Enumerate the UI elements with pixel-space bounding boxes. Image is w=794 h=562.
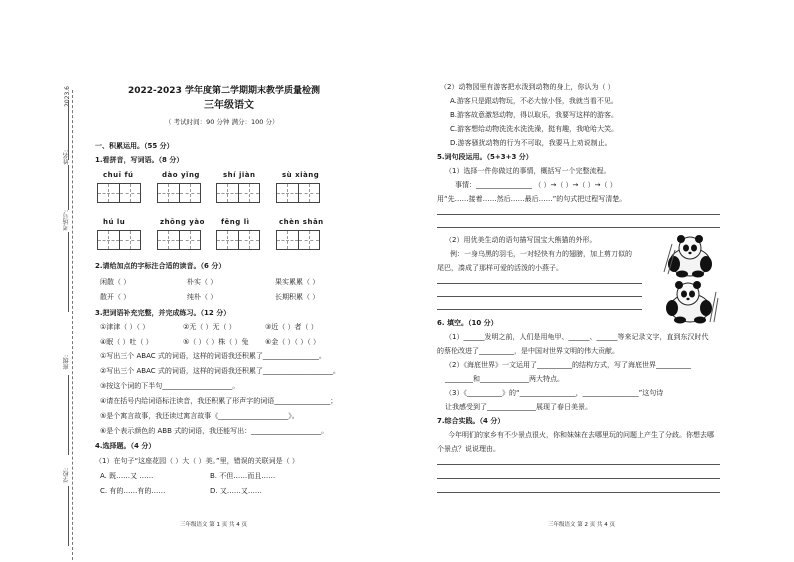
q4-item2-option-c: C.游客想给动物洗洗水洗洗澡，挺有趣，我呛哈大笑。 — [450, 125, 619, 133]
q4-item-2: （2）动物园里有游客把水泼到动物的身上，你认为（ ） — [440, 83, 615, 91]
q6-title: 6. 填空。（10 分） — [437, 319, 498, 327]
q3-item-5: ⑤是个寓言故事，我还读过寓言故事《____________________》。 — [100, 412, 299, 420]
exam-info: （ 考试时间：90 分钟 满分：100 分） — [165, 118, 279, 126]
q3-item-6: ⑥是个表示颜色的 ABB 式的词语，我还能写出：____________________。 — [100, 427, 329, 435]
q5-part-2-example-2: 尾巴，凑成了那样可爱的活泼的小燕子。 — [437, 264, 563, 272]
q4-option-b: B. 不但……而且…… — [210, 472, 276, 480]
pinyin-1: chuī fú — [103, 171, 134, 179]
q2-r1-c2: 朴实（ ） — [187, 278, 218, 286]
side-exam-label: 考场号: — [63, 210, 70, 231]
exam-title: 2022-2023 学年度第二学期期末教学质量检测 — [128, 86, 320, 96]
section1-heading: 一、积累运用。（55 分） — [95, 142, 174, 150]
side-school-rule — [68, 486, 69, 546]
q6-item-3b: 让我感受到了______________展现了春日美景。 — [445, 403, 592, 411]
q4-option-a: A. 既……又 …… — [100, 472, 154, 480]
side-class-rule — [68, 375, 69, 455]
side-exam-rule — [68, 232, 69, 312]
answer-line[interactable] — [437, 492, 720, 493]
q2-r1-c1: 闲散（ ） — [100, 278, 131, 286]
panda-illustration-bottom — [660, 278, 720, 324]
q7-text-2: 个景点？说说理由。 — [437, 445, 500, 453]
q5-part-2: （2）用优美生动的语句描写国宝大熊猫的外形。 — [445, 236, 597, 244]
answer-line[interactable] — [437, 478, 720, 479]
q3-title: 3.把词语补充完整，并完成练习。（12 分） — [95, 309, 231, 317]
answer-grid-5[interactable] — [97, 230, 141, 250]
q6-item-2: （2）《海底世界》一文运用了__________的结构方式，写了海底世界__________ — [445, 361, 691, 369]
q4-item2-option-a: A.游客只是跟动物玩，不必大惊小怪，我就当看不见。 — [450, 97, 618, 105]
q5-part-2-example: 例：一身乌黑的羽毛，一对轻快有力的翅膀，加上剪刀似的 — [450, 250, 632, 258]
q3-r2-c3: ⑥金（ ）（ ）（ ） — [265, 338, 320, 346]
answer-line[interactable] — [437, 227, 720, 228]
q2-r2-c3: 长期积累（ ） — [275, 293, 320, 301]
q3-r1-c1: ①津津（ ）（ ） — [100, 323, 150, 331]
answer-grid-8[interactable] — [276, 230, 320, 250]
q3-item-1: ①写出三个 ABAC 式的词语，这样的词语我还积累了________________。 — [100, 352, 326, 360]
side-class-label: 班级: — [63, 355, 70, 370]
pinyin-8: chèn shān — [279, 218, 324, 226]
panda-illustration-top — [660, 232, 720, 278]
q3-r2-c1: ④眠（ ）吐（ ） — [100, 338, 153, 346]
answer-grid-7[interactable] — [216, 230, 260, 250]
pinyin-7: fēng lì — [221, 218, 250, 226]
answer-line[interactable] — [437, 214, 720, 215]
q2-title: 2.请给加点的字标注合适的读音。（6 分） — [95, 262, 226, 270]
answer-line[interactable] — [437, 464, 720, 465]
q6-item-2b: ________和______________两大特点。 — [445, 375, 564, 383]
pinyin-3: shí jiàn — [223, 171, 256, 179]
q4-option-d: D. 又……又…… — [210, 487, 262, 495]
pinyin-5: hú lu — [103, 218, 126, 226]
q6-item-3: （3）《__________》的“________________，________________”这句诗 — [445, 389, 664, 397]
q5-title: 5.词句段运用。（5+3+3 分） — [437, 153, 533, 161]
q6-item-1b: 的蔡伦改进了__________，是中国对世界文明的伟大贡献。 — [437, 347, 619, 355]
q6-item-1: （1）______发明之前，人们是用龟甲、______、______等来记录文字，直到东汉时代 — [445, 333, 709, 341]
q2-r1-c3: 果实累累（ ） — [275, 278, 320, 286]
q3-item-4: ④请在括号内给词语标注读音，我还积累了形声字的词语________________； — [100, 397, 338, 405]
q4-item2-option-d: D.游客骚扰动物的行为不可取，我要马上劝说制止。 — [450, 139, 612, 147]
footer-right: 三年级语文 第 2 页 共 4 页 — [548, 522, 615, 528]
answer-line[interactable] — [437, 309, 642, 310]
q7-title: 7.综合实践。（4 分） — [437, 417, 505, 425]
q5-part-1-tip: 用“先……接着……然后……最后……”的句式把过程写清楚。 — [437, 195, 627, 203]
answer-grid-6[interactable] — [157, 230, 201, 250]
q3-r1-c3: ③近（ ）者（ ） — [265, 323, 318, 331]
q2-r2-c2: 纯朴（ ） — [187, 293, 218, 301]
pinyin-6: zhōng yào — [160, 218, 205, 226]
footer-left: 三年级语文 第 1 页 共 4 页 — [180, 522, 247, 528]
answer-line[interactable] — [437, 283, 642, 284]
q4-option-c: C. 有的……有的…… — [100, 487, 166, 495]
q1-title: 1.看拼音，写词语。（8 分） — [95, 156, 184, 164]
pinyin-4: sù xiàng — [282, 171, 320, 179]
binding-line — [72, 90, 73, 560]
q3-r2-c2: ⑤（ ）（ ）株（ ）兔 — [183, 338, 249, 346]
q4-item-1: （1）在句子“这座花园（ ）大（ ）美。”里，错误的关联词是（ ） — [95, 457, 299, 465]
answer-grid-4[interactable] — [276, 183, 320, 203]
q3-item-2: ②写出三个 ABAC 式的词语，这样的词语我还积累了____________________。 — [100, 367, 340, 375]
q7-text-1: 今年明们的家乡有不少景点很火，你和妹妹在去哪里玩的问题上产生了分歧。你想去哪 — [448, 431, 714, 439]
side-name-label: 姓名: — [63, 150, 70, 165]
side-year: 2023.6 — [64, 86, 71, 107]
q5-part-1: （1）选择一件你做过的事情，概括写一个完整流程。 — [445, 167, 611, 175]
q4-title: 4.选择题。（4 分） — [95, 442, 156, 450]
answer-grid-3[interactable] — [216, 183, 260, 203]
answer-line[interactable] — [437, 296, 642, 297]
q5-part-1-line: 事情：________________ （ ）→（ ）→（ ）→（ ） — [455, 181, 617, 189]
exam-subtitle: 三年级语文 — [204, 100, 254, 111]
q2-r2-c1: 散开（ ） — [100, 293, 131, 301]
q3-item-3: ③按这个词的下半句____________________。 — [100, 382, 240, 390]
side-school-label: 学校: — [63, 468, 70, 483]
q4-item2-option-b: B.游客故意激怒动物，得以取乐，我要写这样的游客。 — [450, 111, 619, 119]
answer-grid-2[interactable] — [157, 183, 201, 203]
q3-r1-c2: ②无（ ）无（ ） — [183, 323, 236, 331]
answer-grid-1[interactable] — [97, 183, 141, 203]
pinyin-2: dào yǐng — [162, 171, 200, 179]
side-name-rule — [68, 165, 69, 210]
